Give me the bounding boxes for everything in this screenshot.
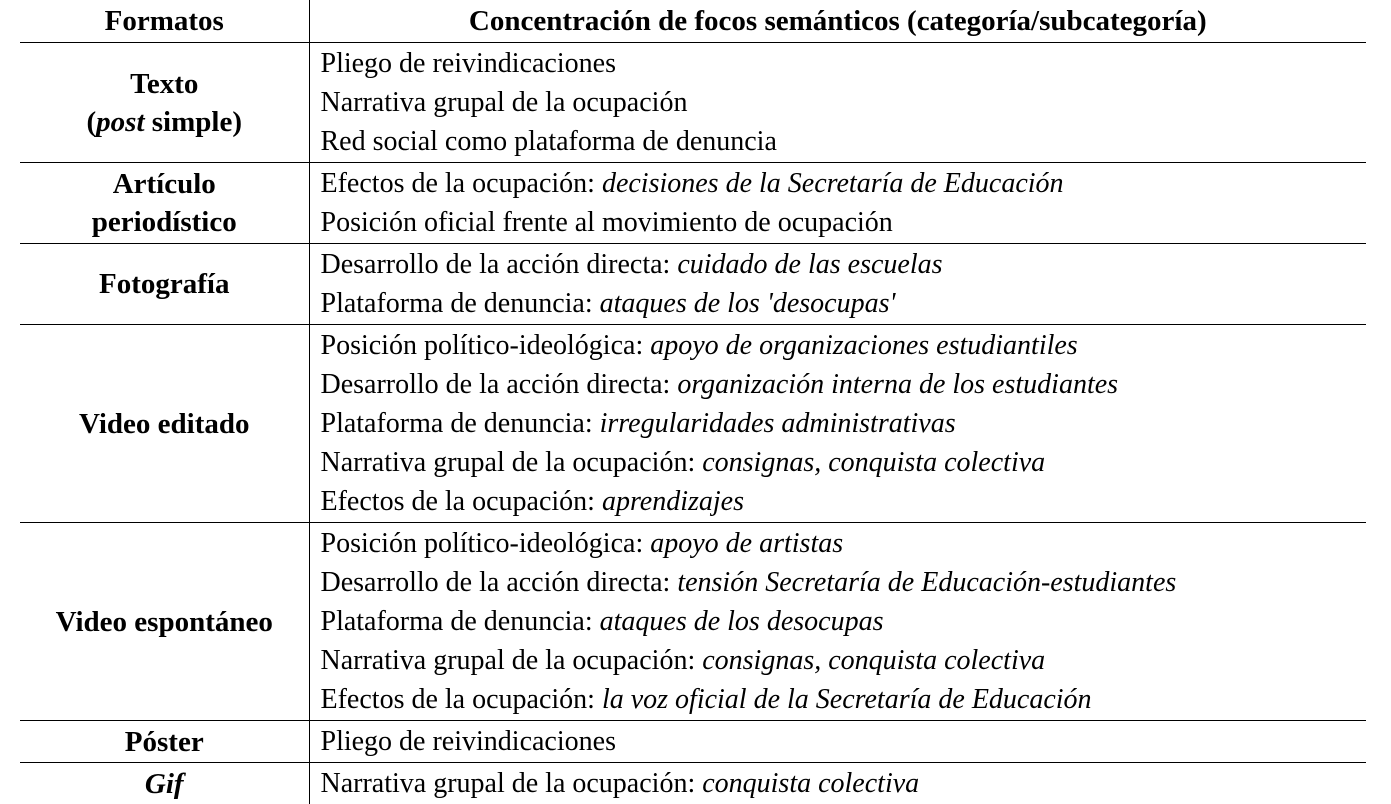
table-header-row (20, 0, 1366, 43)
focus-item (321, 404, 1367, 443)
column-header-semantic-focus: Concentración de focos semánticos (categoría/subcategoría) (309, 0, 1366, 43)
semantic-focus-cell (309, 763, 1366, 804)
focus-item (321, 203, 1367, 242)
focus-category: Pliego de reivindicaciones (321, 48, 616, 79)
format-label-text: ( (87, 106, 97, 138)
format-cell (20, 523, 309, 721)
format-label-line (20, 405, 309, 443)
focus-subcategory: consignas, conquista colectiva (702, 645, 1045, 676)
focus-item (321, 164, 1367, 203)
focus-subcategory: apoyo de organizaciones estudiantiles (650, 330, 1077, 361)
focus-item (321, 365, 1367, 404)
focus-category: Posición político-ideológica: (321, 528, 651, 559)
focus-item (321, 680, 1367, 719)
focus-item (321, 722, 1367, 761)
focus-category: Efectos de la ocupación: (321, 168, 602, 199)
focus-category: Narrativa grupal de la ocupación (321, 87, 688, 118)
focus-category: Desarrollo de la acción directa: (321, 249, 678, 280)
focus-item (321, 83, 1367, 122)
column-header-formats: Formatos (20, 0, 309, 43)
table-body (20, 43, 1366, 804)
table-row (20, 325, 1366, 523)
table-row (20, 43, 1366, 163)
focus-subcategory: apoyo de artistas (650, 528, 843, 559)
focus-item (321, 122, 1367, 161)
focus-category: Pliego de reivindicaciones (321, 726, 616, 757)
focus-category: Efectos de la ocupación: (321, 684, 602, 715)
focus-item (321, 284, 1367, 323)
format-label-text: Póster (125, 726, 204, 758)
format-label-line (20, 65, 309, 103)
format-label-text: Artículo (113, 168, 216, 200)
table-row (20, 244, 1366, 325)
format-label-line (20, 603, 309, 641)
focus-item (321, 326, 1367, 365)
format-label-text: Gif (145, 768, 184, 800)
table-row (20, 163, 1366, 244)
focus-category: Efectos de la ocupación: (321, 486, 602, 517)
focus-category: Narrativa grupal de la ocupación: (321, 447, 703, 478)
focus-subcategory: organización interna de los estudiantes (677, 369, 1118, 400)
focus-category: Desarrollo de la acción directa: (321, 369, 678, 400)
focus-subcategory: irregularidades administrativas (600, 408, 956, 439)
focus-category: Plataforma de denuncia: (321, 606, 600, 637)
table-row (20, 523, 1366, 721)
format-label-text: Fotografía (99, 268, 229, 300)
semantic-focus-cell (309, 325, 1366, 523)
focus-category: Desarrollo de la acción directa: (321, 567, 678, 598)
format-label-text: Video espontáneo (56, 606, 273, 638)
focus-subcategory: conquista colectiva (702, 768, 919, 799)
semantic-focus-cell (309, 43, 1366, 163)
table-row (20, 763, 1366, 804)
format-label-line (20, 723, 309, 761)
focus-subcategory: aprendizajes (602, 486, 744, 517)
format-cell (20, 325, 309, 523)
focus-subcategory: decisiones de la Secretaría de Educación (602, 168, 1064, 199)
document-page (20, 0, 1366, 796)
focus-category: Narrativa grupal de la ocupación: (321, 645, 703, 676)
format-label-text: Texto (130, 68, 198, 100)
format-label-line (20, 203, 309, 241)
semantic-focus-cell (309, 244, 1366, 325)
focus-category: Posición político-ideológica: (321, 330, 651, 361)
format-label-text: simple) (145, 106, 242, 138)
focus-item (321, 443, 1367, 482)
focus-item (321, 482, 1367, 521)
focus-subcategory: tensión Secretaría de Educación-estudiantes (677, 567, 1176, 598)
focus-item (321, 764, 1367, 803)
focus-subcategory: ataques de los desocupas (600, 606, 884, 637)
format-label-line (20, 103, 309, 141)
format-cell (20, 163, 309, 244)
focus-category: Red social como plataforma de denuncia (321, 126, 777, 157)
semantic-focus-cell (309, 163, 1366, 244)
format-label-line (20, 265, 309, 303)
format-cell (20, 721, 309, 763)
focus-item (321, 641, 1367, 680)
focus-category: Narrativa grupal de la ocupación: (321, 768, 703, 799)
focus-subcategory: ataques de los 'desocupas' (600, 288, 896, 319)
semantic-focus-cell (309, 523, 1366, 721)
focus-category: Plataforma de denuncia: (321, 288, 600, 319)
format-cell (20, 244, 309, 325)
semantic-focus-cell (309, 721, 1366, 763)
format-label-line (20, 765, 309, 803)
focus-subcategory: la voz oficial de la Secretaría de Educación (602, 684, 1092, 715)
format-cell (20, 43, 309, 163)
format-label-text: post (96, 106, 144, 138)
focus-item (321, 245, 1367, 284)
focus-item (321, 524, 1367, 563)
focus-category: Posición oficial frente al movimiento de ocupación (321, 207, 893, 238)
focus-item (321, 563, 1367, 602)
focus-category: Plataforma de denuncia: (321, 408, 600, 439)
focus-item (321, 602, 1367, 641)
focus-item (321, 44, 1367, 83)
formats-table (20, 0, 1366, 804)
format-label-text: Video editado (79, 408, 250, 440)
table-row (20, 721, 1366, 763)
focus-subcategory: consignas, conquista colectiva (702, 447, 1045, 478)
format-cell (20, 763, 309, 804)
format-label-line (20, 165, 309, 203)
focus-subcategory: cuidado de las escuelas (677, 249, 942, 280)
format-label-text: periodístico (92, 206, 237, 238)
